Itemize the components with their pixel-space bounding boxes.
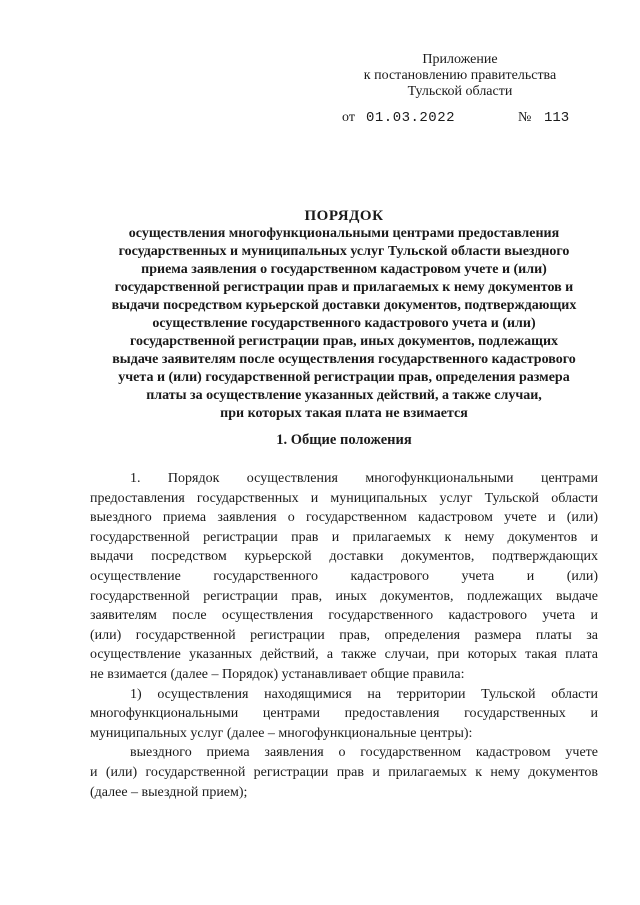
paragraph-line: (или) государственной регистрации прав, определения размера платы за: [90, 627, 598, 643]
paragraph-line: осуществление указанных действий, а также случаи, при которых такая плата: [90, 647, 598, 663]
appendix-line-1: Приложение: [422, 52, 498, 67]
paragraph-1: [90, 469, 598, 685]
paragraph-line: муниципальных услуг (далее – многофункциональные центры):: [90, 725, 473, 741]
subtitle-line: платы за осуществление указанных действий, а также случаи,: [146, 388, 542, 403]
subtitle-line: осуществления многофункциональными центрами предоставления: [128, 226, 560, 241]
paragraph-line: осуществление государственного кадастрового учета и (или): [90, 568, 598, 584]
subtitle-line: выдачи посредством курьерской доставки документов, подтверждающих: [111, 298, 577, 313]
paragraph-line: выездного приема заявления о государственном кадастровом учете: [130, 745, 598, 761]
paragraph-line: и (или) государственной регистрации прав и прилагаемых к нему документов: [90, 764, 598, 780]
paragraph-line: государственной регистрации прав и прилагаемых к нему документов и: [90, 529, 598, 545]
paragraph-line: выездного приема заявления о государственном кадастровом учете и (или): [90, 510, 598, 526]
subtitle-line: государственной регистрации прав, иных документов, подлежащих: [129, 334, 559, 349]
subtitle-line: государственной регистрации прав и прилагаемых к нему документов и: [114, 280, 574, 295]
paragraph-line: 1. Порядок осуществления многофункциональными центрами: [130, 471, 598, 486]
subtitle-line: при которых такая плата не взимается: [220, 406, 468, 421]
paragraph-line: (далее – выездной прием);: [90, 784, 248, 800]
section-heading: 1. Общие положения: [276, 432, 412, 448]
subtitle-line: приема заявления о государственном кадастровом учете и (или): [141, 262, 547, 277]
subtitle-line: осуществление государственного кадастрового учета и (или): [152, 316, 536, 331]
title-block: [88, 207, 600, 423]
document-title: ПОРЯДОК: [304, 208, 384, 224]
decree-from-label: от: [342, 110, 355, 125]
subtitle-line: выдаче заявителям после осуществления государственного кадастрового: [112, 352, 576, 367]
subtitle-line: государственных и муниципальных услуг Тульской области выездного: [118, 244, 570, 259]
document-subtitle: [88, 225, 600, 423]
paragraph-line: выдачи посредством курьерской доставки документов, подтверждающих: [90, 549, 598, 565]
paragraph-line: многофункциональными центрами предоставления государственных и: [90, 706, 598, 722]
paragraph-line: заявителям после осуществления государственного кадастрового учета и: [90, 608, 598, 624]
paragraph-line: не взимается (далее – Порядок) устанавливает общие правила:: [90, 666, 465, 682]
paragraph-line: предоставления государственных и муниципальных услуг Тульской области: [90, 490, 598, 506]
appendix-line-2: к постановлению правительства: [363, 68, 557, 83]
decree-number-label: №: [518, 110, 532, 125]
appendix-line-3: Тульской области: [407, 84, 513, 99]
decree-number: 113: [544, 110, 570, 126]
paragraph-line: государственной регистрации прав, иных документов, подлежащих выдаче: [90, 588, 598, 604]
decree-date: 01.03.2022: [366, 110, 456, 126]
body-text: [90, 469, 598, 802]
subtitle-line: учета и (или) государственной регистрации прав, определения размера: [118, 370, 570, 385]
appendix-header: [330, 52, 590, 100]
paragraph-line: 1) осуществления находящимися на территории Тульской области: [130, 686, 598, 702]
paragraph-2: [90, 685, 598, 744]
paragraph-3: [90, 743, 598, 802]
